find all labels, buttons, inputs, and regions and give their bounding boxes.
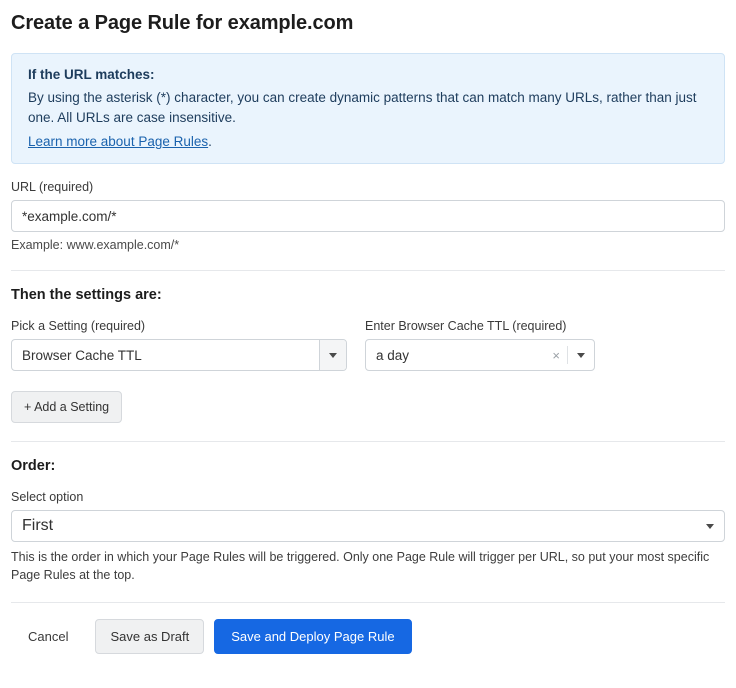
- divider-settings: [11, 270, 725, 271]
- page-rule-form: [0, 12, 736, 688]
- ttl-picker-select[interactable]: [365, 339, 595, 371]
- chevron-down-icon: [329, 353, 337, 358]
- url-hint: Example: www.example.com/*: [11, 238, 180, 252]
- clear-icon[interactable]: ×: [552, 347, 560, 363]
- cancel-button[interactable]: Cancel: [11, 619, 85, 654]
- form-actions: [11, 619, 725, 654]
- ttl-picker-group: [365, 319, 595, 371]
- order-select-label: Select option: [11, 490, 84, 504]
- ttl-picker-label: Enter Browser Cache TTL (required): [365, 319, 567, 333]
- setting-picker-label: Pick a Setting (required): [11, 319, 146, 333]
- order-select-value: First: [22, 517, 54, 534]
- info-box-link-line: [28, 134, 708, 149]
- url-match-info-box: [11, 53, 725, 164]
- setting-picker-select[interactable]: [11, 339, 347, 371]
- url-field-label: URL (required): [11, 180, 94, 194]
- setting-picker-dropdown-button[interactable]: [319, 340, 346, 370]
- chevron-down-icon: [706, 524, 714, 529]
- chevron-down-icon: [577, 353, 585, 358]
- settings-heading: Then the settings are:: [11, 287, 162, 303]
- save-and-deploy-button[interactable]: Save and Deploy Page Rule: [214, 619, 411, 654]
- info-box-link-suffix: .: [208, 134, 212, 149]
- page-title: Create a Page Rule for example.com: [11, 12, 354, 34]
- settings-row: [11, 319, 725, 371]
- setting-picker-value: Browser Cache TTL: [22, 347, 142, 363]
- ttl-picker-value: a day: [376, 347, 410, 363]
- save-as-draft-button[interactable]: Save as Draft: [95, 619, 204, 654]
- divider-order: [11, 441, 725, 442]
- divider-footer: [11, 602, 725, 603]
- info-box-text: By using the asterisk (*) character, you can create dynamic patterns that can match many URLs, rather than just one. All URLs are case insensitive.: [28, 90, 697, 125]
- setting-picker-group: [11, 319, 347, 371]
- order-note: This is the order in which your Page Rules will be triggered. Only one Page Rule will trigger per URL, so put your most specific Page Rules at the top.: [11, 550, 710, 582]
- order-heading: Order:: [11, 458, 56, 474]
- learn-more-link[interactable]: Learn more about Page Rules: [28, 134, 209, 149]
- order-select[interactable]: [11, 510, 725, 542]
- add-setting-button[interactable]: + Add a Setting: [11, 391, 122, 423]
- info-box-title: If the URL matches:: [28, 67, 155, 82]
- ttl-picker-dropdown-button[interactable]: [568, 353, 594, 358]
- url-input[interactable]: [11, 200, 725, 232]
